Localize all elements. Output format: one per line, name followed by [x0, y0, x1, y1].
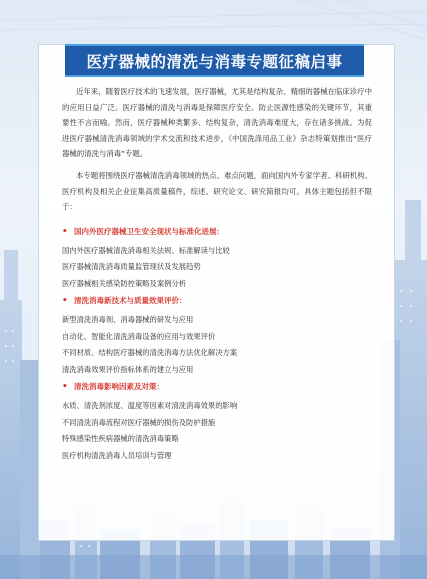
section-heading-text: 国内外医疗器械卫生安全现状与标准化进展： — [74, 226, 224, 236]
diamond-bullet-icon: • — [62, 296, 68, 307]
intro-paragraph: 近年来，随着医疗技术的飞速发展，医疗器械，尤其是结构复杂、精细的器械在临床诊疗中的应用日益广泛。医疗器械的清洗与消毒是保障医疗安全、防止医源性感染的关键环节，其重要性不言而喻。然而，医疗器械种类繁多、结构复杂，清洗消毒难度大，存在诸多挑战。为促进医疗器械清洗消毒领域的学术交流和技术进步，《中国洗涤用品工业》杂志特策划推出“医疗器械的清洗与消毒”专题。 — [62, 87, 372, 159]
list-item: 医疗器械清洗消毒质量监管现状及发展趋势 — [62, 262, 201, 272]
list-item: 国内外医疗器械清洗消毒相关法规、标准解读与比较 — [62, 245, 230, 255]
list-item: 特殊感染性疾病器械的清洗消毒策略 — [62, 434, 179, 444]
topic-section-factors — [62, 380, 372, 464]
list-item: 不同清洗消毒流程对医疗器械的损伤及防护措施 — [62, 417, 216, 427]
scope-paragraph: 本专题将围绕医疗器械清洗消毒领域的热点、难点问题，面向国内外专家学者、科研机构、医疗机构及相关企业征集高质量稿件，综述、研究论文、研究简报均可。具体主题包括但不限于： — [62, 170, 372, 212]
list-item: 不同材质、结构医疗器械的清洗消毒方法优化解决方案 — [62, 348, 238, 358]
topic-section-standards — [62, 225, 372, 293]
section-heading — [62, 294, 372, 308]
section-heading — [62, 380, 372, 394]
article-body — [62, 84, 372, 464]
section-heading-text: 清洗消毒新技术与质量效果评价： — [74, 296, 187, 306]
list-item: 水质、清洗剂浓度、温度等因素对清洗消毒效果的影响 — [62, 401, 238, 411]
section-heading — [62, 225, 372, 239]
topic-section-technology — [62, 294, 372, 378]
list-item: 新型清洗消毒剂、消毒器械的研发与应用 — [62, 315, 194, 325]
list-item: 医疗器械相关感染防控策略及案例分析 — [62, 278, 187, 288]
title-banner — [65, 44, 364, 77]
page-title: 医疗器械的清洗与消毒专题征稿启事 — [86, 52, 343, 71]
diamond-bullet-icon: • — [62, 226, 68, 237]
list-item: 医疗机构清洗消毒人员培训与管理 — [62, 450, 172, 460]
list-item: 清洗消毒效果评价指标体系的建立与应用 — [62, 364, 194, 374]
diamond-bullet-icon: • — [62, 382, 68, 393]
section-heading-text: 清洗消毒影响因素及对策： — [74, 382, 164, 392]
list-item: 自动化、智能化清洗消毒设备的应用与效果评价 — [62, 331, 216, 341]
